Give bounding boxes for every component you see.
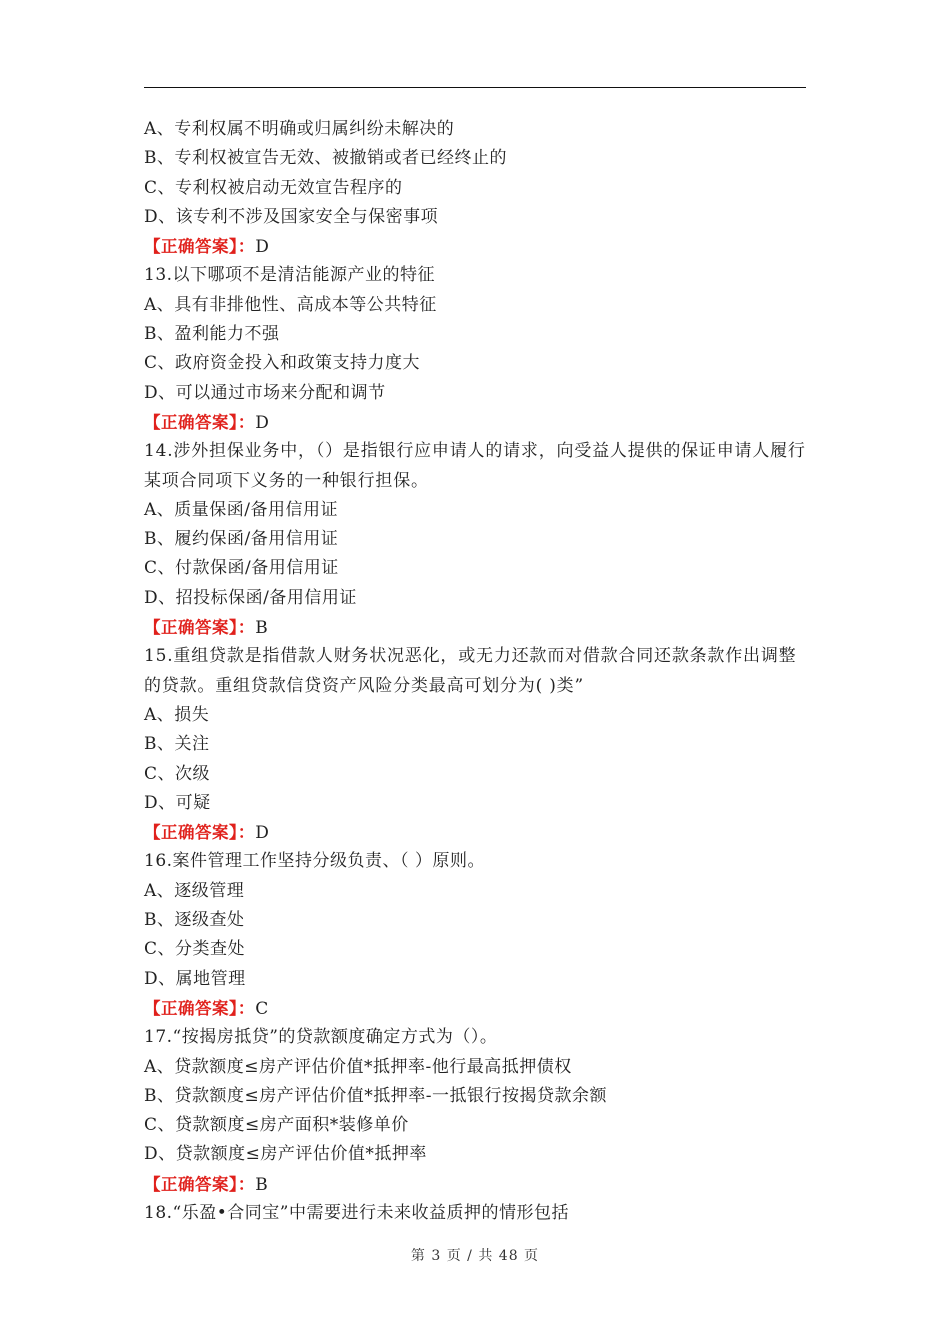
q12-option-c: C、专利权被启动无效宣告程序的 — [144, 177, 403, 198]
q13-option-b: B、盈利能力不强 — [144, 324, 280, 345]
q14-option-a: A、质量保函/备用信用证 — [144, 499, 339, 520]
q16-option-c: C、分类查处 — [144, 939, 246, 960]
answer-value: C — [255, 998, 269, 1019]
answer-value: D — [255, 237, 270, 258]
page-footer: 第 3 页 / 共 48 页 — [410, 1248, 540, 1264]
answer-label: 【正确答案】 — [144, 998, 238, 1018]
q16-question: 16.案件管理工作坚持分级负责、（ ）原则。 — [144, 851, 485, 872]
q12-answer — [144, 232, 808, 261]
answer-label: 【正确答案】 — [144, 618, 238, 638]
q14-option-c: C、付款保函/备用信用证 — [144, 558, 339, 579]
answer-value: B — [255, 618, 269, 639]
answer-separator: ： — [237, 412, 256, 433]
answer-separator: ： — [237, 823, 256, 844]
q15-answer — [144, 818, 808, 847]
q16-option-d: D、属地管理 — [144, 968, 246, 989]
q14-option-d: D、招投标保函/备用信用证 — [144, 587, 357, 608]
q12-option-d: D、该专利不涉及国家安全与保密事项 — [144, 206, 439, 227]
answer-label: 【正确答案】 — [144, 823, 238, 843]
q13-question: 13.以下哪项不是清洁能源产业的特征 — [144, 265, 436, 286]
answer-value: D — [255, 412, 270, 433]
q17-option-a: A、贷款额度≤房产评估价值*抵押率-他行最高抵押债权 — [144, 1056, 572, 1077]
q13-option-c: C、政府资金投入和政策支持力度大 — [144, 353, 421, 374]
q15-option-d: D、可疑 — [144, 792, 211, 813]
q17-option-c: C、贷款额度≤房产面积*装修单价 — [144, 1115, 409, 1136]
q18-question: 18.“乐盈•合同宝”中需要进行未来收益质押的情形包括 — [144, 1202, 569, 1223]
answer-separator: ： — [237, 998, 256, 1019]
answer-separator: ： — [237, 1174, 256, 1195]
answer-label: 【正确答案】 — [144, 237, 238, 257]
answer-label: 【正确答案】 — [144, 1174, 238, 1194]
q16-answer — [144, 994, 808, 1023]
q15-option-b: B、关注 — [144, 734, 210, 755]
q15-option-a: A、损失 — [144, 704, 210, 725]
q15-question: 15.重组贷款是指借款人财务状况恶化，或无力还款而对借款合同还款条款作出调整的贷款。重组贷款信贷资产风险分类最高可划分为( )类” — [144, 646, 797, 696]
answer-separator: ： — [237, 237, 256, 258]
q13-option-a: A、具有非排他性、高成本等公共特征 — [144, 294, 437, 315]
q17-answer — [144, 1170, 808, 1199]
answer-separator: ： — [237, 618, 256, 639]
answer-value: B — [255, 1174, 269, 1195]
q16-option-b: B、逐级查处 — [144, 910, 245, 931]
q17-option-b: B、贷款额度≤房产评估价值*抵押率-一抵银行按揭贷款余额 — [144, 1085, 607, 1106]
page-content — [144, 115, 808, 1228]
header-rule — [144, 87, 806, 88]
q14-answer — [144, 613, 808, 642]
q12-option-a: A、专利权属不明确或归属纠纷未解决的 — [144, 119, 455, 139]
q14-question: 14.涉外担保业务中，（）是指银行应申请人的请求，向受益人提供的保证申请人履行某项合同项下义务的一种银行担保。 — [144, 441, 806, 491]
answer-value: D — [255, 823, 270, 844]
q13-option-d: D、可以通过市场来分配和调节 — [144, 382, 386, 403]
q16-option-a: A、逐级管理 — [144, 880, 245, 901]
q17-question: 17.“按揭房抵贷”的贷款额度确定方式为（）。 — [144, 1027, 498, 1048]
q15-option-c: C、次级 — [144, 763, 211, 784]
q17-option-d: D、贷款额度≤房产评估价值*抵押率 — [144, 1144, 427, 1165]
q12-option-b: B、专利权被宣告无效、被撤销或者已经终止的 — [144, 148, 507, 169]
answer-label: 【正确答案】 — [144, 412, 238, 432]
q14-option-b: B、履约保函/备用信用证 — [144, 529, 339, 550]
q13-answer — [144, 408, 808, 437]
